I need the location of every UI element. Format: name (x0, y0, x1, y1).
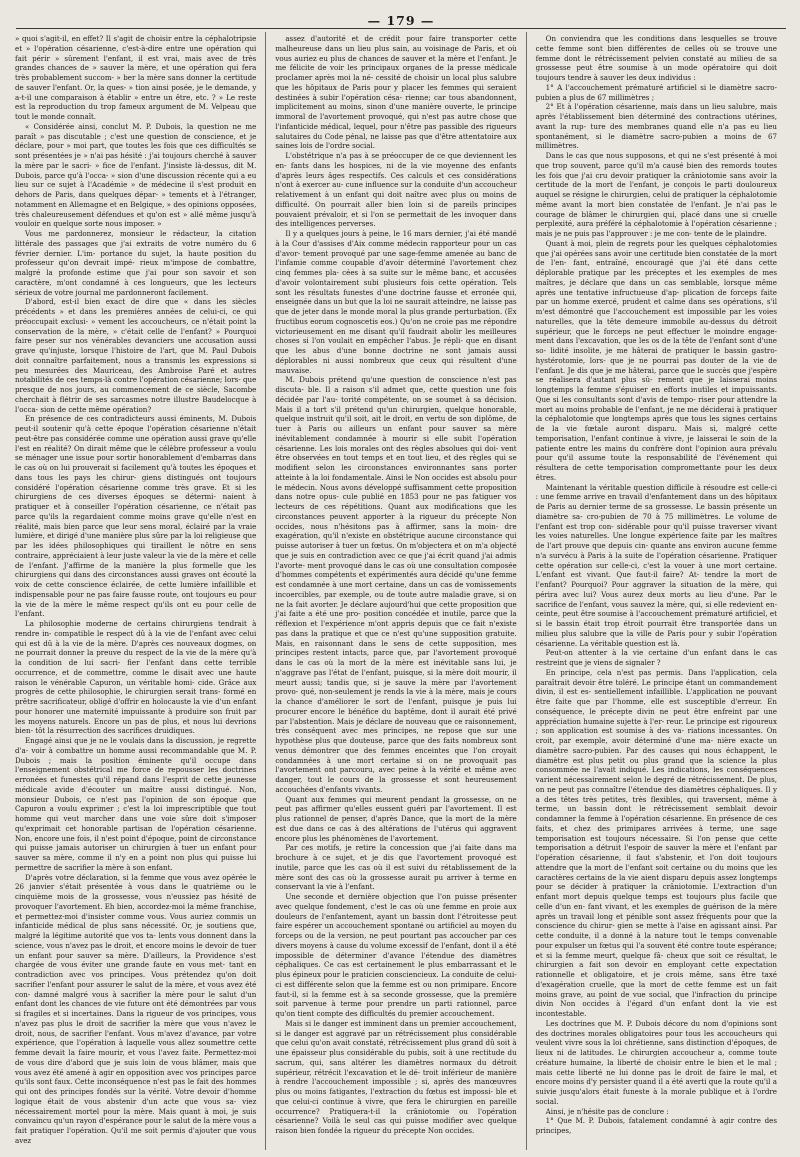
paragraph: Engagé ainsi que je ne le voulais dans la discussion, je regrette d'a- voir à combattre un homme aussi recommandable que M. P. Dubois ; mais la position éminente qu'il occupe dans l'enseignement obstétrical me force de repousser les doctrines erronées et funestes qu'il répand dans l'esprit de cette jeunesse médicale avide d'écouter un maître aussi distingué. Non, monsieur Dubois, ce n'est pas l'opinion de son époque que Capuron a voulu exprimer ; c'est la loi imprescriptible que tout homme qui veut marcher dans une voie sûre doit s'imposer qu'exprimait cet honorable partisan de l'opération césarienne. Non, encore une fois, il n'est point d'époque, point de circonstance qui puisse jamais autoriser un chirurgien à tuer un enfant pour sauver sa mère, comme il n'y en a point non plus qui puisse lui permettre de sacrifier la mère à son enfant. (15, 736, 257, 872)
paragraph: assez d'autorité et de crédit pour faire transporter cette malheureuse dans un lieu plus sain, au voisinage de Paris, et où vous auriez eu plus de chances de sauver et la mère et l'enfant. Je me félicite de voir les principaux organes de la presse médicale proclamer après moi la né- cessité de choisir un local plus salubre que les hôpitaux de Paris pour y placer les femmes qui seraient destinées à subir l'opération césa- rienne; car tous abandonnent, implicitement au moins, sinon d'une manière ouverte, le principe immoral de l'avortement provoqué, qui n'est pas autre chose que l'infanticide médical, lequel, pour n'être pas passible des rigueurs salutaires du Code pénal, ne laisse pas que d'être attentatoire aux saines lois de l'ordre social. (275, 34, 517, 151)
paragraph: M. Dubois prétend qu'une question de conscience n'est pas discuta- ble. Il a raison s'il admet que, cette question une fois décidée par l'au- torité compétente, on se soumet à sa décision. Mais il a tort s'il prétend qu'un chirurgien, quelque honorable, quelque instruit qu'il soit, ait le droit, en vertu de son diplôme, de tuer à Paris ou ailleurs un enfant pour sauver sa mère inévitablement condamnée à mourir si elle subit l'opération césarienne. Les lois morales ont des règles absolues qui doi- vent être observées en tout temps et en tout lieu, et des règles qui se modifient selon les circonstances environnantes sans porter atteinte à la loi fondamentale. Ainsi le Non occides est absolu pour le médecin. Nous avons développé suffisamment cette proposition dans notre opus- cule publié en 1853 pour ne pas fatiguer vos lecteurs de ces répétitions. Quant aux modifications que les circonstances peuvent apporter à la rigueur du précepte Non occides, nous n'hésitons pas à affirmer, sans la moin- dre exagération, qu'il n'existe en obstétrique aucune circonstance qui puisse autoriser à tuer un fœtus. On m'objectera et on m'a objecté que je suis en contradiction avec ce que j'ai écrit quand j'ai admis l'avorte- ment provoqué dans le cas où une consultation composée d'hommes compétents et expérimentés aura décidé qu'une femme est condamnée à une mort certaine, dans un cas de vomissements incoercibles, par exemple, ou de toute autre maladie grave, si on ne la fait avorter. Je déclare aujourd'hui que cette proposition que j'ai faite a été une pro- position concédée et inutile, parce que la réflexion et l'expérience m'ont appris depuis que ce fait n'existe pas dans la pratique et que ce n'est qu'une supposition gratuite. Mais, en raisonnant dans le sens de cette supposition, mes principes restent intacts, parce que, par l'avortement provoqué dans le cas où la mort de la mère est inévitable sans lui, je n'aggrave pas l'état de l'enfant, puisque, si la mère doit mourir, il meurt aussi; tandis que, si je sauve la mère par l'avortement provo- qué, non-seulement je rends la vie à la mère, mais je cours la chance d'améliorer le sort de l'enfant, puisque je puis lui procurer encore le bénéfice du baptême, dont il aurait été privé par l'abstention. Mais je déclare de nouveau que ce raisonnement, très conséquent avec mes principes, ne repose que sur une hypothèse plus que douteuse, parce que des faits nombreux sont venus démontrer que des femmes enceintes que l'on croyait condamnées à une mort certaine si on ne provoquait pas l'avortement ont parcouru, avec peine à la vérité et même avec danger, tout le cours de la grossesse et sont heureusement accouchées d'enfants vivants. (275, 375, 517, 794)
paragraph: La philosophie moderne de certains chirurgiens tendrait à rendre in- compatible le respect dû à la vie de l'enfant avec celui qui est dû à la vie de la mère. D'après ces nouveaux dogmes, on ne pourrait donner la preuve du respect de la vie de la mère qu'à la condition de lui sacri- fier l'enfant dans cette terrible occurrence, et de commettre, comme le disait avec une haute raison le vénérable Capuron, un véritable homi- cide. Grâce aux progrès de cette philosophie, le chirurgien serait trans- formé en prêtre sacrificateur, obligé d'offrir en holocauste la vie d'un enfant pour honorer une maternité impuissante à produire son fruit par les moyens naturels. Encore un pas de plus, et nous lui devrions bien- tôt la résurrection des sacrifices druidiques. (15, 619, 257, 736)
paragraph: L'obstétrique n'a pas à se préoccuper de ce que deviennent les en- fants dans les hospices, ni de la vie moyenne des enfants d'après leurs âges respectifs. Ces calculs et ces considérations n'ont à exercer au- cune influence sur la conduite d'un accoucheur relativement à un enfant qui doit naître avec plus ou moins de difficulté. On pourrait aller bien loin si de pareils principes pouvaient prévaloir, et si l'on se permettait de les invoquer dans des intelligences perverses. (275, 151, 517, 229)
paragraph: Peut-on attenter à la vie certaine d'un enfant dans le cas restreint que je viens de signaler ? (535, 648, 777, 667)
paragraph: 1° Que M. P. Dubois, fatalement condamné à agir contre des principes, (535, 1116, 777, 1135)
column-right (526, 32, 786, 1150)
paragraph: 1° A l'accouchement prématuré artificiel si le diamètre sacro-pubien a plus de 67 millimètres ; (535, 82, 777, 102)
page-number: — 179 — (367, 13, 435, 28)
paragraph: Une seconde et dernière objection que l'on puisse présenter avec quelque fondement, c'est le cas où une femme en proie aux douleurs de l'enfantement, ayant un bassin dont l'étroitesse peut faire espérer un accouchement spontané ou artificiel au moyen du forceps ou de la version, ne peut pourtant pas accoucher par ces divers moyens à cause du volume excessif de l'enfant, dont il a été impossible de déterminer d'avance l'étendue des diamètres céphaliques. Ce cas est certainement le plus embarrassant et le plus épineux pour le praticien consciencieux. La conduite de celui-ci est différente selon que la femme est ou non primipare. Encore faut-il, si la femme est à sa seconde grossesse, que la première soit parvenue à terme pour prendre un parti rationnel, parce qu'on tient compte des difficultés du premier accouchement. (275, 892, 517, 1018)
paragraph: » quoi s'agit-il, en effet? Il s'agit de choisir entre la céphalotripsie et » l'opération césarienne, c'est-à-dire entre une opération qui fait périr » sûrement l'enfant, il est vrai, mais avec de très grandes chances de » sauver la mère, et une opération qui fera très probablement succom- » ber la mère sans donner la certitude de sauver l'enfant. Or, la ques- » tion ainsi posée, je le demande, y a-t-il une comparaison à établir » entre un être, etc. ? » Le reste est la reproduction du trop fameux argument de M. Velpeau que tout le monde connaît. (15, 34, 257, 121)
paragraph: 2° Et à l'opération césarienne, mais dans un lieu salubre, mais après l'établissement bien déterminé des contractions utérines, avant la rup- ture des membranes quand elle n'a pas eu lieu spontanément, si le diamètre sacro-pubien a moins de 67 millimètres. (535, 102, 777, 151)
paragraph: Maintenant la véritable question difficile à résoudre est celle-ci : une femme arrive en travail d'enfantement dans un des hôpitaux de Paris au dernier terme de sa grossesse. Le bassin présente un diamètre sa- cro-pubien de 70 à 75 millimètres. Le volume de l'enfant est trop con- sidérable pour qu'il puisse traverser vivant les voies naturelles. Une longue expérience faite par les maîtres de l'art prouve que depuis cin- quante ans environ aucune femme n'a survécu à Paris à la suite de l'opération césarienne. Pratiquer cette opération sur celle-ci, c'est la vouer à une mort certaine. L'enfant est vivant. Que faut-il faire? At- tendre la mort de l'enfant? Pourquoi? Pour aggraver la situation de la mère, qui périra avec lui? Vous aurez deux morts au lieu d'une. Par le sacrifice de l'enfant, vous sauvez la mère, qui, si elle redevient en- ceinte, peut être soumise à l'accouchement prématuré artificiel, et si le bassin était trop étroit pourrait être transportée dans un milieu plus salubre que la ville de Paris pour y subir l'opération césarienne. La véritable question est là. (535, 482, 777, 648)
paragraph: Ainsi, je n'hésite pas de conclure : (545, 1106, 669, 1116)
paragraph: Vous me pardonnerez, monsieur le rédacteur, la citation littérale des passages que j'ai extraits de votre numéro du 6 février dernier. L'im- portance du sujet, la haute position du professeur qu'on devrait impé- rieux m'impose de combattre, malgré la profonde estime que j'ai pour son savoir et son caractère, m'ont condamné à ces longueurs, que les lecteurs sérieux de votre journal me pardonneront facilement. (15, 229, 257, 297)
paragraph: D'après votre déclaration, si la femme que vous avez opérée le 26 janvier s'était présentée à vous dans le quatrième ou le cinquième mois de la grossesse, vous n'eussiez pas hésité de provoquer l'avortement. Eh bien, accordez-moi la même franchise, et permettez-moi d'insister comme vous. Vous auriez commis un infanticide médical de plus sans nécessité. Or, je soutiens que, malgré la légitime autorité que vos ta- lents vous donnent dans la science, vous n'avez pas le droit, et encore moins le devoir de tuer un enfant pour sauver sa mère. D'ailleurs, la Providence s'est chargée de vous éviter une grande faute en vous met- tant en contradiction avec vos principes. Vous prétendez qu'on doit sacrifier l'enfant pour assurer le salut de la mère, et vous avez été con- damné malgré vous à sacrifier la mère pour le salut d'un enfant dont les chances de vie future ont été démontrées par vous si fragiles et si incertaines. Dans la rigueur de vos principes, vous n'avez pas plus le droit de sacrifier la mère que vous n'avez le droit, nous, de sacrifier l'enfant. Vous m'avez d'avance, par votre expérience, que l'opération à laquelle vous allez soumettre cette femme devait la faire mourir, et vous l'avez faite. Permettez-moi de vous dire d'abord que je suis loin de vous blâmer, mais que vous avez été amené à agir en opposition avec vos principes parce qu'ils sont faux. Cette inconséquence n'est pas le fait des hommes qui ont des principes fondés sur la vérité. Votre devoir d'homme logique était de vous abstenir d'un acte que vous sa- viez nécessairement mortel pour la mère. Mais quant à moi, je suis convaincu qu'un rayon d'espérance pour le salut de la mère vous a fait pratiquer l'opération. Qu'il me soit permis d'ajouter que vous avez (15, 872, 257, 1145)
paragraph: En présence de ces contradicteurs aussi éminents, M. Dubois peut-il soutenir qu'à cette époque l'opération césarienne n'était peut-être pas considérée comme une opération aussi grave qu'elle l'est en réalité? On dirait même que le célèbre professeur a voulu se ménager une issue pour sortir honorablement d'embarras dans le cas où on lui prouverait si facilement qu'à toutes les époques et dans tous les pays les chirur- giens distingués ont toujours considéré l'opération césarienne comme très grave. Et si les chirurgiens de ces diverses époques se détermi- naient à pratiquer et à conseiller l'opération césarienne, ce n'était pas parce qu'ils la regardaient comme moins grave qu'elle n'est en réalité, mais bien parce que leur sens moral, éclairé par la vraie lumière, et dirigé d'une manière plus sûre par la loi religieuse que par les idées philosophiques qui tiraillent le nôtre en sens contraire, appréciaient à leur juste valeur la vie de la mère et celle de l'enfant. J'affirme de la manière la plus formelle que les chirurgiens qui dans des circonstances aussi graves ont écouté la voix de cette conscience éclairée, de cette lumière infaillible et indispensable pour ne pas faire fausse route, ont toujours eu pour la vie de la mère le même respect qu'ils ont eu pour celle de l'enfant. (15, 414, 257, 619)
paragraph: Quant à moi, plein de regrets pour les quelques céphalotomies que j'ai opérées sans avoir une certitude bien constatée de la mort de l'en- fant, entraîné, encouragé que j'ai été dans cette déplorable pratique par les préceptes et les exemples de mes maîtres, je déclare que dans un cas semblable, lorsque même après une tentative infructueuse d'ap- plication de forceps faite par un homme exercé, prudent et calme dans ses opérations, s'il m'est démontré que l'accouchement est impossible par les voies naturelles, que la tête demeure immobile au-dessus du détroit supérieur, que le forceps ne peut effectuer le moindre engage- ment dans l'excavation, que les os de la tête de l'enfant sont d'une so- lidité insolite, je me hâterai de pratiquer le bassin gastro-hystérotomie, lors- que je ne pourrai pas douter de la vie de l'enfant. Je dis que je me hâterai, parce que le succès que j'espère se réalisera d'autant plus sû- rement que je laisserai moins longtemps la femme s'épuiser en efforts inutiles et impuissants. Que si les consultants sont d'avis de tempo- riser pour attendre la mort au moins probable de l'enfant, je ne me déciderai à pratiquer la céphalotomie que longtemps après que tous les signes certains de la vie fœtale auront disparu. Mais si, malgré cette temporisation, l'enfant continue à vivre, je laisserai le soin de la patiente entre les mains du confrère dont l'opinion aura prévalu pour qu'il assume toute la responsabilité de l'événement qui résultera de cette temporisation compromettante pour les deux êtres. (535, 238, 777, 482)
paragraph: Les doctrines que M. P. Dubois décore du nom d'opinions sont des doctrines morales obligatoires pour tous les accoucheurs qui veulent vivre sous la loi chrétienne, sans distinction d'époques, de lieux ni de latitudes. Le chirurgien accoucheur a, comme toute créature humaine, la liberté de choisir entre le bien et le mal ; mais cette liberté ne lui donne pas le droit de faire le mal, et encore moins d'y persister quand il a été averti que la route qu'il a suivie jusqu'alors était funeste à la morale publique et à l'ordre social. (535, 1018, 777, 1106)
paragraph: Mais si le danger est imminent dans un premier accouchement, si le danger est aggravé par un rétrécissement plus considérable que celui qu'on avait constaté, rétrécissement plus grand dû soit à une épaisseur plus considérable du pubis, soit à une rectitude du sacrum, qui, sans altérer les diamètres normaux du détroit supérieur, rétrécit l'excavation et le dé- troit inférieur de manière à rendre l'accouchement impossible ; si, après des manœuvres plus ou moins fatigantes, l'extraction du fœtus est impossi- ble et que celui-ci continue à vivre, que fera le chirurgien en pareille occurrence? Pratiquera-t-il la crâniotomie ou l'opération césarienne? Voilà le seul cas qui puisse modifier avec quelque raison bien fondée la rigueur du précepte Non occides. (275, 1018, 517, 1135)
paragraph: Il y a quelques jours à peine, le 16 mars dernier, j'ai été mandé à la Cour d'assises d'Aix comme médecin rapporteur pour un cas d'avor- tement provoqué par une sage-femme amenée au banc de l'infamie comme coupable d'avoir déterminé l'avortement chez cinq femmes pla- cées à sa suite sur le même banc, et accusées d'avoir volontairement subi plusieurs fois cette opération. Tels sont les résultats funestes d'une doctrine fausse et erronée qui, enseignée dans un but que la loi ne saurait atteindre, ne laisse pas que de jeter dans le monde moral la plus grande perturbation. (Ex fructibus eorum cognoscetis eos.) Qu'on ne croie pas me répondre victorieusement en me disant qu'il faudrait abolir les meilleures choses si l'on voulait en empêcher l'abus. Je répli- que en disant que les abus d'une bonne doctrine ne sont jamais aussi déplorables ni aussi nombreux que ceux qui résultent d'une mauvaise. (275, 229, 517, 375)
paragraph: « Considérée ainsi, conclut M. P. Dubois, la question ne me paraît » pas discutable ; c'est une question de conscience, et je déclare, pour » moi part, que toutes les fois que ces difficultés se sont présentées je » n'ai pas hésité : j'ai toujours cherché à sauver la mère par le sacri- » fice de l'enfant. J'insiste là-dessus, dit M. Dubois, parce qu'à l'occa- » sion d'une discussion récente qui a eu lieu sur ce sujet à l'Académie » de médecine il s'est produit en dehors de Paris, dans quelques dépar- » tements et à l'étranger, notamment en Allemagne et en Belgique, » des opinions opposées, très chaleureusement défendues et qu'on est » allé même jusqu'à vouloir en quelque sorte nous imposer. » (15, 121, 257, 229)
column-middle (265, 32, 525, 1150)
paragraph: Dans le cas que nous supposons, et qui ne s'est présenté à moi que trop souvent, parce qu'il m'a causé bien des remords toutes les fois que j'ai cru devoir pratiquer la crâniotomie sans avoir la certitude de la mort de l'enfant, je conçois le parti douloureux auquel se résigne le chirurgien, celui de pratiquer la céphalotomie même avant la mort bien constatée de l'enfant. Je n'ai pas le courage de blâmer le chirurgien qui, placé dans une si cruelle perplexité, aura préféré la céphalotomie à l'opération césarienne ; mais je ne puis pas l'approuver : je me con- tente de le plaindre. (535, 151, 777, 238)
paragraph: Quant aux femmes qui meurent pendant la grossesse, on ne peut pas affirmer qu'elles eussent guéri par l'avortement. Il est plus rationnel de penser, d'après Dance, que la mort de la mère est due dans ce cas à des altérations de l'utérus qui aggravent encore plus les phénomènes de l'avortement. (275, 794, 517, 843)
paragraph: Par ces motifs, je retire la concession que j'ai faite dans ma brochure à ce sujet, et je dis que l'avortement provoqué est inutile, parce que les cas où il est suivi du rétablissement de la mère sont des cas où la grossesse aurait pu arriver à terme en conservant la vie à l'enfant. (275, 843, 517, 892)
column-left (6, 32, 265, 1150)
text-columns (6, 32, 786, 1150)
paragraph: En principe, cela n'est pas permis. Dans l'application, cela paraîtrait devoir être toléré. Le principe étant un commandement divin, il est es- sentiellement infaillible. L'application ne pouvant être faite que par l'homme, elle est susceptible d'erreur. En conséquence, le précepte divin ne peut être enfreint par une appréciation humaine sujette à l'er- reur. Le principe est rigoureux ; son application est soumise à des va- riations incessantes. On croit, par exemple, avoir déterminé d'une ma- nière exacte un diamètre sacro-pubien. Par des causes qui nous échappent, le diamètre est plus petit ou plus grand que la science la plus consommée ne l'avait indiqué. Les indications, les conséquences varient nécessairement selon le degré de rétrécissement. De plus, on ne peut pas connaître l'étendue des diamètres céphaliques. Il y a des têtes très petites, très flexibles, qui traversent, même à terme, un bassin dont le rétrécissement semblait devoir condamner la femme à l'opération césarienne. En présence de ces faits, et chez des primipares arrivées à terme, une sage temporisation est toujours nécessaire. Si l'on pense que cette temporisation a détruit l'espoir de sauver la mère et l'enfant par l'opération césarienne, il faut s'abstenir, et l'on doit toujours attendre que la mort de l'enfant soit certaine ou du moins que les caractères certains de la vie aient disparu depuis assez longtemps pour se décider à pratiquer la crâniotomie. L'extraction d'un enfant mort depuis quelque temps est toujours plus facile que celle d'un en- fant vivant, et les exemples de guérison de la mère après un travail long et pénible sont assez fréquents pour que la conscience du chirur- gien se mette à l'aise en agissant ainsi. Par cette conduite, il a donné à la nature tout le temps convenable pour expulser un fœtus qui l'a souvent été contre toute espérance; et si la femme meurt, quelque fâ- cheux que soit ce résultat, le chirurgien a fait son devoir en employant cette expectation rationnelle et obligatoire, et je crois même, sans être taxé d'exagération cruelle, que la mort de cette femme est un fait moins grave, au point de vue social, que l'infraction du principe divin Non occides à l'égard d'un enfant dont la vie est incontestable. (535, 667, 777, 1018)
paragraph: D'abord, est-il bien exact de dire que « dans les siècles précédents » et dans les premières années de celui-ci, ce qui préoccupait exclusi- » vement les accoucheurs, ce n'était point la conservation de la mère, » c'était celle de l'enfant? » Pourquoi faire peser sur nos vénérables devanciers une accusation aussi grave qu'injuste, lorsque l'histoire de l'art, que M. Paul Dubois doit connaître parfaitement, nous a transmis les expressions si peu mesurées des Mauriceau, des Ambroise Paré et autres notabilités de ces temps-là contre l'opération césarienne; lors- que presque de nos jours, au commencement de ce siècle, Sacombe cherchait à flétrir de ses sarcasmes notre illustre Baudelocque à l'occa- sion de cette même opération? (15, 297, 257, 414)
paragraph: On conviendra que les conditions dans lesquelles se trouve cette femme sont bien différentes de celles où se trouve une femme dont le rétrécissement pelvien constaté au milieu de sa grossesse peut être soumise à un mode opératoire qui doit toujours tendre à sauver les deux individus : (535, 34, 777, 82)
page-header (16, 0, 786, 29)
